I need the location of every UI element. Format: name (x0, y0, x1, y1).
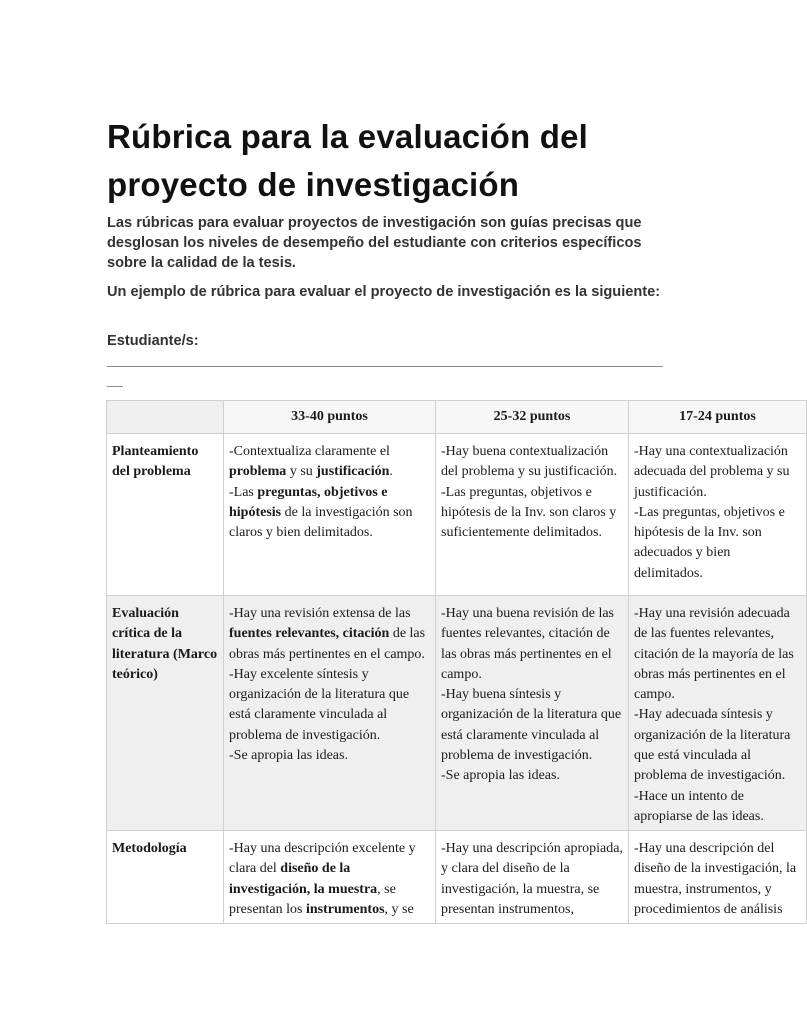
table-row (107, 434, 807, 596)
rubric-header-level-2: 25-32 puntos (436, 401, 629, 434)
descriptor-cell: -Hay una descripción del diseño de la investigación, la muestra, instrumentos, y procedimientos de análisis (629, 831, 807, 924)
emphasized-text: justificación (316, 464, 390, 480)
emphasized-text: instrumentos (305, 901, 385, 917)
descriptor-cell: -Hay una contextualización adecuada del problema y su justificación. -Las preguntas, objetivos e hipótesis de la Inv. son adecuados y bien delimitados. (629, 434, 807, 596)
rubric-header-blank (107, 401, 224, 434)
student-label: Estudiante/s: (107, 333, 199, 349)
emphasized-text: fuentes relevantes, citación (229, 626, 390, 642)
emphasized-text: diseño de la investigación, la muestra (229, 861, 378, 897)
rubric-table (106, 400, 807, 924)
descriptor-cell: -Hay una revisión adecuada de las fuentes relevantes, citación de la mayoría de las obras más pertinentes en el campo. -Hay adecuada síntesis y organización de la literatura que está vinculada al problema de investigación. -Hace un intento de apropiarse de las ideas. (629, 596, 807, 831)
rubric-header-level-1: 33-40 puntos (224, 401, 436, 434)
descriptor-cell: -Hay buena contextualización del problema y su justificación. -Las preguntas, objetivos e hipótesis de la Inv. son claros y suficientemente delimitados. (436, 434, 629, 596)
descriptor-cell: -Hay una descripción excelente y clara del diseño de la investigación, la muestra, se presentan los instrumentos, y se (224, 831, 436, 924)
criterion-cell: Planteamiento del problema (107, 434, 224, 596)
descriptor-cell: -Hay una buena revisión de las fuentes relevantes, citación de las obras más pertinentes en el campo. -Hay buena síntesis y organización de la literatura que está claramente vinculada al problema de investigación. -Se apropia las ideas. (436, 596, 629, 831)
document-title: Rúbrica para la evaluación del proyecto de investigación (107, 118, 589, 203)
example-intro-paragraph: Un ejemplo de rúbrica para evaluar el proyecto de investigación es la siguiente: (107, 284, 661, 300)
descriptor-cell: -Contextualiza claramente el problema y su justificación. -Las preguntas, objetivos e hipótesis de la investigación son claros y bien delimitados. (224, 434, 436, 596)
student-field (107, 331, 667, 391)
descriptor-cell: -Hay una descripción apropiada, y clara del diseño de la investigación, la muestra, se presentan instrumentos, (436, 831, 629, 924)
rubric-header-level-3: 17-24 puntos (629, 401, 807, 434)
rubric-header-row (107, 401, 807, 434)
table-row (107, 831, 807, 924)
rubric-table-container (106, 400, 806, 924)
criterion-cell: Evaluación crítica de la literatura (Marco teórico) (107, 596, 224, 831)
intro-paragraph: Las rúbricas para evaluar proyectos de investigación son guías precisas que desglosan los niveles de desempeño del estudiante con criterios específicos sobre la calidad de la tesis. (107, 215, 642, 271)
emphasized-text: problema (229, 464, 287, 480)
student-blank-line: __________________________________________________________________________ (107, 353, 663, 389)
criterion-cell: Metodología (107, 831, 224, 924)
emphasized-text: preguntas, objetivos e hipótesis (229, 484, 388, 520)
table-row (107, 596, 807, 831)
descriptor-cell: -Hay una revisión extensa de las fuentes relevantes, citación de las obras más pertinentes en el campo. -Hay excelente síntesis y organización de la literatura que está claramente vinculada al problema de investigación. -Se apropia las ideas. (224, 596, 436, 831)
